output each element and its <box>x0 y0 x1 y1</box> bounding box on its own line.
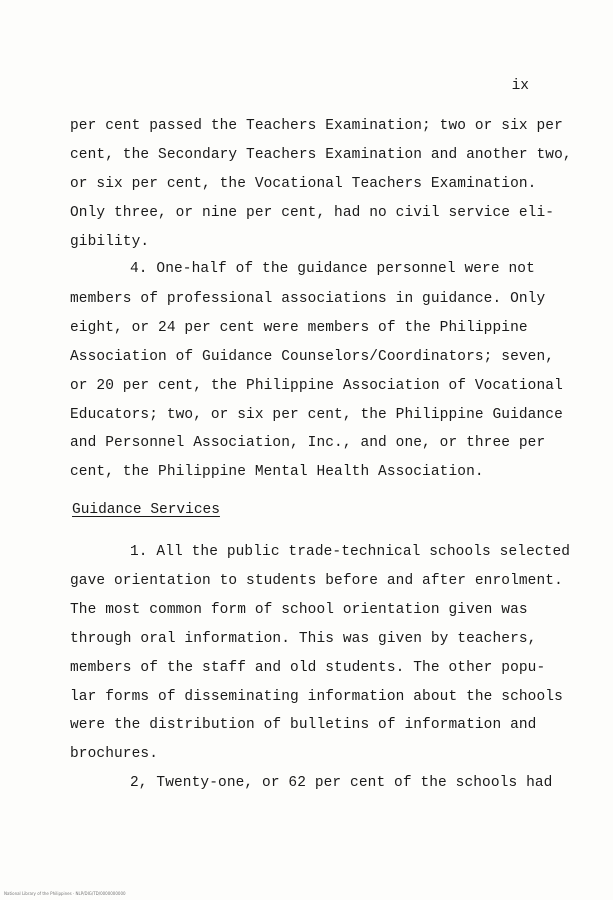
text-line: per cent passed the Teachers Examination; two or six per <box>70 118 563 134</box>
paragraph-first-line: 2, Twenty-one, or 62 per cent of the schools had <box>130 775 553 791</box>
text-line: and Personnel Association, Inc., and one, or three per <box>70 435 546 451</box>
text-line: eight, or 24 per cent were members of the Philippine <box>70 320 528 336</box>
text-line: through oral information. This was given by teachers, <box>70 631 537 647</box>
text-line: members of the staff and old students. The other popu- <box>70 660 546 676</box>
text-line: brochures. <box>70 746 159 762</box>
page-number: ix <box>511 78 529 94</box>
text-line: cent, the Secondary Teachers Examination and another two, <box>70 147 572 163</box>
paragraph-first-line: 4. One-half of the guidance personnel were not <box>130 261 535 277</box>
text-line: Association of Guidance Counselors/Coordinators; seven, <box>70 349 555 365</box>
text-line: or six per cent, the Vocational Teachers Examination. <box>70 176 537 192</box>
text-line: gave orientation to students before and after enrolment. <box>70 573 563 589</box>
text-line: lar forms of disseminating information about the schools <box>70 689 563 705</box>
text-line: The most common form of school orientation given was <box>70 602 528 618</box>
text-line: Only three, or nine per cent, had no civil service eli- <box>70 205 555 221</box>
text-line: cent, the Philippine Mental Health Association. <box>70 464 484 480</box>
text-line: gibility. <box>70 234 150 250</box>
text-line: Educators; two, or six per cent, the Philippine Guidance <box>70 407 563 423</box>
section-heading: Guidance Services <box>72 502 220 518</box>
text-line: members of professional associations in guidance. Only <box>70 291 546 307</box>
text-line: were the distribution of bulletins of information and <box>70 717 537 733</box>
text-line: or 20 per cent, the Philippine Association of Vocational <box>70 378 563 394</box>
scan-footer: National Library of the Philippines · NLP/DIG/TD/0000000000 <box>4 891 126 896</box>
paragraph-first-line: 1. All the public trade-technical schools selected <box>130 544 571 560</box>
